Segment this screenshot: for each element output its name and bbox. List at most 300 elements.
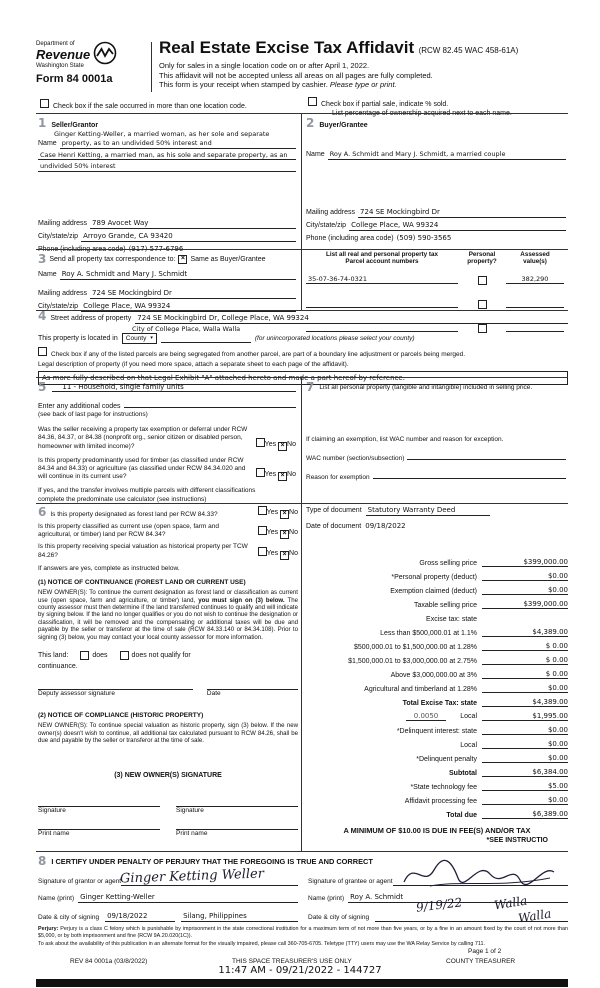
timber-no-mark: × xyxy=(280,472,285,480)
notice-continuance-p1: NEW OWNER(S): To continue the current designation as forest land or classification as current use (open space, farm and agriculture, or timber) land, xyxy=(38,589,298,604)
fee-label-delinquent-interest-state: *Delinquent interest: state xyxy=(396,728,477,735)
fee-row-total-due xyxy=(306,805,568,819)
seller-name-label: Name xyxy=(38,140,57,148)
additional-codes-field[interactable] xyxy=(124,399,297,408)
header-note-2: This affidavit will not be accepted unless all areas on all pages are fully completed. xyxy=(159,70,433,80)
located-in-label: This property is located in xyxy=(38,335,118,343)
fee-row-taxable xyxy=(306,595,568,609)
assessed-value-field-2[interactable] xyxy=(506,299,564,308)
new-owner-signature-row xyxy=(38,806,298,815)
header-note-1: Only for sales in a single location code on or after April 1, 2022. xyxy=(159,61,370,70)
correspondence-csz-label: City/state/zip xyxy=(38,303,79,310)
historic-no-mark: × xyxy=(282,550,287,558)
section-certification xyxy=(38,854,568,926)
new-owner-print-line-2[interactable] xyxy=(176,829,298,838)
parcel-number-field-1[interactable]: 35-07-36-74-0321 xyxy=(306,275,458,284)
new-owners-signature-heading: (3) NEW OWNER(S) SIGNATURE xyxy=(114,771,222,779)
seller-csz-field[interactable]: Arroyo Grande, CA 93420 xyxy=(81,232,296,242)
personal-property-spacer xyxy=(306,394,566,436)
grantee-handwritten-date: 9/19/22 xyxy=(415,895,463,915)
seller-phone-field[interactable]: (917) 577-6796 xyxy=(128,244,184,253)
correspondence-intro-row xyxy=(38,252,296,266)
timber-question-row xyxy=(38,457,296,482)
seller-mailing-label: Mailing address xyxy=(38,219,88,227)
header-note-3 xyxy=(159,80,569,90)
partial-sale-line xyxy=(308,97,568,109)
located-in-value: City of College Place, Walla Walla xyxy=(132,325,241,333)
accessibility-note: To ask about the availability of this publication in an alternate format for the visually impaired, please call 360-705-6705. Teletype (TTY) users may use the WA Relay Service by calling 711. xyxy=(38,941,485,948)
buyer-spacer-2 xyxy=(306,160,566,208)
cashier-stamp: 11:47 AM - 09/21/2022 - 144727 xyxy=(218,965,382,976)
same-as-buyer-mark: × xyxy=(180,254,185,262)
buyer-phone-field[interactable]: (509) 590-3565 xyxy=(396,234,452,242)
grantee-date-label: Date & city of signing xyxy=(308,913,370,921)
seller-spacer xyxy=(38,172,296,219)
buyer-mailing-label: Mailing address xyxy=(306,209,356,216)
historic-yes-checkbox[interactable] xyxy=(258,547,267,556)
fee-value-total-excise-state[interactable]: $4,389.00 xyxy=(482,698,568,707)
column-divider-top xyxy=(301,113,302,310)
rcw-reference: (RCW 82.45 WAC 458-61A) xyxy=(418,46,519,55)
exemption-yes-checkbox[interactable] xyxy=(256,438,265,447)
forest-land-question-row xyxy=(38,506,298,519)
fee-value-tier1[interactable]: $4,389.00 xyxy=(482,628,568,637)
grantee-handwritten-city-2: Walla xyxy=(517,906,553,926)
buyer-heading-row xyxy=(306,116,566,130)
doc-date-row xyxy=(306,522,568,531)
buyer-csz-field[interactable]: College Place, WA 99324 xyxy=(349,221,566,231)
fee-row-delinquent-interest-state xyxy=(306,721,568,735)
wac-number-field[interactable] xyxy=(407,451,566,460)
seller-name-field[interactable]: property, as to an undivided 50% interest and xyxy=(60,139,296,149)
exemption-no-checkbox[interactable] xyxy=(278,442,287,451)
notice-continuance-p2: The county assessor must then determine if the land transferred continues to qualify and will indicate by signing below. If the land no longer qualifies or you do not wish to continue the designation or classification, it will be removed and the compensating or additional taxes will be due and payable by the seller or transferor at the time of sale (RCW 84.33.140 or 84.34.108). Prior to signing (3) below, you may contact your local county assessor for more information. xyxy=(38,596,298,641)
land-use-code-field[interactable]: 11 - Household, single family units xyxy=(52,383,296,392)
fee-label-delinquent-interest-local: Local xyxy=(460,742,477,749)
does-not-label: does not qualify for xyxy=(131,652,191,660)
grantee-signature-block xyxy=(308,874,568,886)
fee-row-subtotal xyxy=(306,763,568,777)
grantor-print-block xyxy=(38,893,298,903)
deputy-assessor-row xyxy=(38,689,298,698)
seller-mailing-row xyxy=(38,219,296,229)
buyer-csz-label: City/state/zip xyxy=(306,222,347,229)
this-land-label: This land: xyxy=(38,652,69,660)
rule-above-section-4 xyxy=(36,310,568,311)
dept-of-text: Department of xyxy=(36,40,75,47)
certify-statement: I CERTIFY UNDER PENALTY OF PERJURY THAT THE FOREGOING IS TRUE AND CORRECT xyxy=(51,856,373,866)
wac-number-row xyxy=(306,451,566,463)
grantor-signature[interactable]: Ginger Ketting Weller xyxy=(119,866,265,887)
header-agency-block xyxy=(36,40,150,85)
fee-label-exemption: Exemption claimed (deduct) xyxy=(390,588,477,595)
historic-question-row xyxy=(38,543,298,559)
does-not-checkbox[interactable] xyxy=(120,651,129,660)
buyer-name-row xyxy=(306,150,566,160)
notice-continuance-bold: you must sign on (3) below. xyxy=(198,596,285,604)
fee-value-gross[interactable]: $399,000.00 xyxy=(482,558,568,567)
partial-sale-label: Check box if partial sale, indicate % sold. xyxy=(321,101,449,108)
fee-row-tier3 xyxy=(306,651,568,665)
section-buyer xyxy=(306,116,566,243)
correspondence-csz-field[interactable]: College Place, WA 99324 xyxy=(81,302,296,312)
local-rate-value: 0.0050 xyxy=(406,712,447,721)
same-as-buyer-checkbox[interactable] xyxy=(178,255,187,264)
fee-label-tier1: Less than $500,000.01 at 1.1% xyxy=(380,630,477,637)
fee-label-tier4: Above $3,000,000.00 at 3% xyxy=(390,672,477,679)
new-owner-signature-line-1[interactable] xyxy=(38,806,160,815)
personal-property-intro-row xyxy=(306,380,566,394)
deputy-date-label: Date xyxy=(206,690,221,698)
current-use-no-label: No xyxy=(289,529,298,537)
seller-csz-label: City/state/zip xyxy=(38,232,79,240)
correspondence-mailing-field[interactable]: 724 SE Mockingbird Dr xyxy=(90,289,296,299)
historic-yes-label: Yes xyxy=(266,549,279,557)
notice-continuance-text xyxy=(38,589,298,641)
fee-label-subtotal: Subtotal xyxy=(449,770,477,777)
additional-codes-note: (see back of last page for instructions) xyxy=(38,411,148,418)
grantee-signature-scribble[interactable] xyxy=(400,858,560,892)
forest-land-no-checkbox[interactable] xyxy=(280,510,289,519)
forest-land-no-label: No xyxy=(289,509,298,516)
form-number: Form 84 0001a xyxy=(36,72,113,85)
see-instructions-note: *SEE INSTRUCTIO xyxy=(486,837,548,844)
fee-value-total-due[interactable]: $6,389.00 xyxy=(482,810,568,819)
section-6-number: 6 xyxy=(38,504,47,519)
section-tax-correspondence xyxy=(38,252,296,312)
print-name-label-1: Print name xyxy=(38,829,70,837)
grantee-print-field[interactable]: Roy A. Schmidt xyxy=(348,893,568,903)
grantor-signature-label: Signature of grantor or agent xyxy=(38,877,122,885)
fee-value-processing[interactable]: $0.00 xyxy=(482,796,568,805)
grantor-print-field[interactable]: Ginger Ketting-Weller xyxy=(78,893,298,903)
exemption-question-row xyxy=(38,426,296,451)
fees-spacer xyxy=(306,531,568,553)
notice-continuance-heading: (1) NOTICE OF CONTINUANCE (FOREST LAND OR CURRENT USE) xyxy=(38,579,246,587)
predominate-use-note: If yes, and the transfer involves multiple parcels with different classifications complete the predominate use calculator (see instructions) xyxy=(38,487,256,503)
personal-property-header-line2: property? xyxy=(467,258,497,266)
section-document-and-fees xyxy=(306,506,568,844)
street-address-row xyxy=(38,309,568,324)
revenue-wordmark: Revenue xyxy=(36,47,91,63)
correspondence-name-row xyxy=(38,270,296,280)
exemption-reason-field[interactable] xyxy=(373,470,566,479)
fee-label-agricultural: Agricultural and timberland at 1.28% xyxy=(364,686,477,693)
forest-land-no-mark: × xyxy=(282,510,287,517)
land-use-code-row xyxy=(38,380,296,394)
fee-label-taxable: Taxable selling price xyxy=(413,602,477,609)
forest-land-yesno xyxy=(258,506,298,519)
rule-above-section-5 xyxy=(36,377,568,378)
doc-type-row xyxy=(306,506,568,516)
current-use-no-checkbox[interactable] xyxy=(280,530,289,539)
exemption-reason-row xyxy=(306,470,566,482)
section-personal-property xyxy=(306,380,566,483)
fee-label-personal-property: *Personal property (deduct) xyxy=(391,574,477,581)
buyer-mailing-field[interactable]: 724 SE Mockingbird Dr xyxy=(358,208,566,218)
seller-name-line-3[interactable]: Case Henri Ketting, a married man, as his sole and separate property, as an xyxy=(38,151,296,160)
timber-question: Is this property predominantly used for timber (as classified under RCW 84.34 and 84.33) or agriculture (as classified under RCW 84.34.020 and will continue in its current use? xyxy=(38,456,246,481)
perjury-notice xyxy=(38,926,568,948)
multi-location-label: Check box if the sale occurred in more than one location code. xyxy=(53,103,247,110)
fee-label-local-wrap xyxy=(306,712,482,721)
timber-no-label: No xyxy=(287,471,296,479)
multi-location-check-row xyxy=(40,99,296,111)
section-7-number: 7 xyxy=(306,380,315,394)
does-label: does xyxy=(92,652,108,660)
additional-codes-label: Enter any additional codes xyxy=(38,403,121,410)
fee-value-local[interactable]: $1,995.00 xyxy=(482,712,568,721)
deputy-date-line[interactable] xyxy=(207,689,298,698)
buyer-name-field[interactable]: Roy A. Schmidt and Mary J. Schmidt, a married couple xyxy=(328,150,566,160)
personal-property-checkbox-2[interactable] xyxy=(478,300,487,309)
fee-value-tier2[interactable]: $ 0.00 xyxy=(482,642,568,651)
signature-blocks-row xyxy=(38,866,568,887)
street-address-label: Street address of property xyxy=(50,315,132,322)
fee-row-exemption xyxy=(306,581,568,595)
fee-row-technology xyxy=(306,777,568,791)
assessed-value-field-1[interactable]: 382,290 xyxy=(506,275,564,284)
rule-above-section-6 xyxy=(36,503,568,504)
fee-row-gross xyxy=(306,553,568,567)
partial-sale-check-row xyxy=(308,97,568,118)
fee-row-processing xyxy=(306,791,568,805)
grantor-signature-block xyxy=(38,866,298,887)
fee-row-total-excise-state xyxy=(306,693,568,707)
rule-above-section-8 xyxy=(36,851,568,852)
fee-value-taxable[interactable]: $399,000.00 xyxy=(482,600,568,609)
forest-land-yes-checkbox[interactable] xyxy=(258,506,267,515)
if-yes-note: If answers are yes, complete as instructed below. xyxy=(38,564,180,572)
grantor-date-block xyxy=(38,912,298,922)
fee-row-tier2 xyxy=(306,637,568,651)
fee-value-agricultural[interactable]: $0.00 xyxy=(482,684,568,693)
multi-location-checkbox[interactable] xyxy=(40,99,49,108)
correspondence-spacer xyxy=(38,280,296,289)
perjury-bold: Perjury: xyxy=(38,926,59,932)
personal-property-checkbox-1[interactable] xyxy=(478,276,487,285)
new-owner-signature-line-2[interactable] xyxy=(176,806,298,815)
does-option xyxy=(80,651,107,660)
header-note-3-italic: Please type or print. xyxy=(329,80,397,90)
personal-property-cell-1 xyxy=(458,271,506,289)
exemption-no-mark: × xyxy=(280,441,285,449)
county-dropdown-value: County xyxy=(125,335,147,343)
grantee-signature-label: Signature of grantee or agent xyxy=(308,877,393,885)
seller-heading-row xyxy=(38,116,296,130)
timber-no-checkbox[interactable] xyxy=(278,472,287,481)
agency-text xyxy=(36,40,90,70)
perjury-text: Perjury is a class C felony which is punishable by imprisonment in the state correctional institution for a maximum term of not more than five years, or by a fine in an amount fixed by the court of not more than $5,000, or by both imprisonment and fine (RCW 9A.20.020(1C)). xyxy=(38,926,568,939)
fee-value-delinquent-interest-state[interactable]: $0.00 xyxy=(482,726,568,735)
fee-row-tier1 xyxy=(306,623,568,637)
grantor-date-field[interactable]: 09/18/2022 xyxy=(105,912,175,922)
buyer-mailing-row xyxy=(306,208,566,218)
deputy-assessor-signature-label: Deputy assessor signature xyxy=(38,690,115,698)
fee-row-delinquent-interest-local xyxy=(306,735,568,749)
county-field[interactable] xyxy=(161,334,251,343)
fee-value-technology[interactable]: $5.00 xyxy=(482,782,568,791)
grantee-print-label: Name (print) xyxy=(308,894,345,902)
historic-no-label: No xyxy=(289,549,298,557)
partial-sale-checkbox[interactable] xyxy=(308,97,317,106)
fee-value-delinquent-penalty[interactable]: $0.00 xyxy=(482,754,568,763)
perjury-paragraph xyxy=(38,926,568,939)
section-8-number: 8 xyxy=(38,854,47,868)
doc-date-label: Date of document xyxy=(306,523,362,530)
forest-land-question-text xyxy=(38,504,218,519)
forest-land-yes-label: Yes xyxy=(266,509,279,516)
personal-property-intro: List all personal property (tangible and intangible) included in selling price. xyxy=(319,384,533,391)
minimum-due-note: A MINIMUM OF $10.00 IS DUE IN FEE(S) AND/OR TAX xyxy=(343,826,531,835)
section-3-number: 3 xyxy=(38,252,47,266)
fee-row-local xyxy=(306,707,568,721)
fee-row-delinquent-penalty xyxy=(306,749,568,763)
doc-type-field[interactable]: Statutory Warranty Deed xyxy=(366,506,490,516)
timber-yes-label: Yes xyxy=(264,471,277,479)
fee-label-delinquent-penalty: *Delinquent penalty xyxy=(416,756,477,763)
fee-label-technology: *State technology fee xyxy=(410,784,477,791)
column-divider-bottom xyxy=(301,377,302,851)
signature-label-2: Signature xyxy=(176,806,204,814)
seller-name-line-4[interactable]: undivided 50% interest xyxy=(38,162,296,171)
parcel-number-field-2[interactable] xyxy=(306,299,458,308)
current-use-question-row xyxy=(38,523,298,539)
assessed-value-header-line1: Assessed xyxy=(520,251,550,258)
fee-value-exemption[interactable]: $0.00 xyxy=(482,586,568,595)
exemption-yes-label: Yes xyxy=(264,440,277,448)
section-4-number: 4 xyxy=(38,309,47,323)
timber-yesno xyxy=(256,468,296,481)
seller-heading: Seller/Grantor xyxy=(51,122,99,129)
this-land-row xyxy=(38,651,298,660)
forest-land-question: Is this property designated as forest land per RCW 84.33? xyxy=(50,510,218,518)
street-address-field[interactable]: 724 SE Mockingbird Dr, College Place, WA 99324 xyxy=(135,314,568,324)
grantor-city-field[interactable]: Silang, Philippines xyxy=(181,912,298,922)
correspondence-mailing-label: Mailing address xyxy=(38,290,88,297)
fee-label-total-due: Total due xyxy=(446,812,477,819)
fee-label-tier3: $1,500,000.01 to $3,000,000.00 at 2.75% xyxy=(348,658,477,665)
assessed-value-header-line2: value(s) xyxy=(523,258,547,266)
buyer-csz-row xyxy=(306,221,566,231)
buyer-name-label: Name xyxy=(306,151,325,158)
continuance-label: continuance. xyxy=(38,663,78,671)
section-land-designation xyxy=(38,506,298,838)
additional-codes-row xyxy=(38,399,296,411)
fee-label-total-excise-state: Total Excise Tax: state xyxy=(402,700,477,707)
exemption-no-label: No xyxy=(287,440,296,448)
fee-label-local: Local xyxy=(460,713,477,720)
seller-name-row xyxy=(38,139,296,149)
fee-value-tier3[interactable]: $ 0.00 xyxy=(482,656,568,665)
buyer-phone-row xyxy=(306,234,566,243)
does-not-option xyxy=(120,651,191,660)
buyer-heading: Buyer/Grantee xyxy=(319,122,368,129)
buyer-phone-label: Phone (including area code) xyxy=(306,235,394,242)
bottom-bar xyxy=(36,979,568,987)
current-use-yes-label: Yes xyxy=(266,529,279,537)
fee-row-agricultural xyxy=(306,679,568,693)
timber-yes-checkbox[interactable] xyxy=(256,468,265,477)
deputy-assessor-signature-line[interactable] xyxy=(38,689,193,698)
fee-value-delinquent-interest-local[interactable]: $0.00 xyxy=(482,740,568,749)
exemption-reason-label: Reason for exemption xyxy=(306,474,370,482)
historic-yesno xyxy=(258,547,298,560)
parcel-col-header xyxy=(306,251,458,266)
section-5-number: 5 xyxy=(38,380,47,394)
print-name-label-2: Print name xyxy=(176,829,208,837)
section-seller xyxy=(38,116,296,254)
section-1-number: 1 xyxy=(38,116,47,130)
seller-name-line-1: Ginger Ketting-Weller, a married woman, as her sole and separate xyxy=(54,130,270,138)
historic-no-checkbox[interactable] xyxy=(280,551,289,560)
located-in-note: (for unincorporated locations please select your county) xyxy=(254,334,415,342)
personal-property-col-header xyxy=(458,251,506,266)
current-use-no-mark: × xyxy=(282,530,287,538)
parcel-table-header xyxy=(306,251,566,266)
legal-description-label: Legal description of property (if you need more space, attach a separate sheet to each page of the affidavit). xyxy=(38,361,349,369)
rule-above-section-3 xyxy=(36,249,568,250)
page-indicator: Page 1 of 2 xyxy=(468,948,502,955)
header-title-block xyxy=(159,38,569,90)
current-use-question: Is this property classified as current use (open space, farm and agricultural, or timber) land per RCW 84.34? xyxy=(38,523,220,539)
fee-label-tier2: $500,000.01 to $1,500,000.00 at 1.28% xyxy=(354,644,477,651)
new-owner-print-row xyxy=(38,829,298,838)
does-checkbox[interactable] xyxy=(80,651,89,660)
agency-logo-row xyxy=(36,40,150,70)
current-use-yesno xyxy=(258,526,298,539)
new-owner-print-line-1[interactable] xyxy=(38,829,160,838)
exemption-question: Was the seller receiving a property tax exemption or deferral under RCW 84.36, 84.37, or 84.38 (nonprofit org., senior citizen or disabled person, homeowner with limited income)? xyxy=(38,426,248,450)
legal-description-field[interactable]: As more fully described on that Legal Exhibit "A" attached hereto and made a part hereof by reference. xyxy=(38,371,568,385)
same-as-buyer-label: Same as Buyer/Grantee xyxy=(190,255,266,263)
segregated-label: Check box if any of the listed parcels are being segregated from another parcel, are part of a boundary line adjustment or parcels being merged. xyxy=(51,351,466,359)
section-land-use xyxy=(38,380,296,504)
correspondence-name-field[interactable]: Roy A. Schmidt and Mary J. Schmidt xyxy=(60,270,296,280)
historic-question: Is this property receiving special valuation as historical property per TCW 84.26? xyxy=(38,543,248,559)
revenue-logo-icon xyxy=(93,41,117,65)
seller-mailing-field[interactable]: 789 Avocet Way xyxy=(90,219,296,229)
print-name-row xyxy=(38,893,568,903)
fee-row-tier4 xyxy=(306,665,568,679)
grantor-date-label: Date & city of signing xyxy=(38,913,100,921)
fee-value-personal-property[interactable]: $0.00 xyxy=(482,572,568,581)
exemption-note: If claiming an exemption, list WAC number and reason for exception. xyxy=(306,436,504,443)
fee-value-subtotal[interactable]: $6,384.00 xyxy=(482,768,568,777)
county-dropdown[interactable] xyxy=(122,333,157,344)
exemption-yesno xyxy=(256,438,296,451)
fee-label-gross: Gross selling price xyxy=(419,560,477,567)
doc-type-label: Type of document xyxy=(306,507,362,514)
wac-number-label: WAC number (section/subsection) xyxy=(306,455,405,463)
seller-phone-label: Phone (including area code) xyxy=(38,245,126,253)
notice-compliance-text: NEW OWNER(S): To continue special valuation as historic property, sign (3) below. If the new owner(s) doesn't wish to continue, all additional tax calculated pursuant to RCW 84.26, shall be due and payable by the seller or transferor at the time of sale. xyxy=(38,722,298,745)
current-use-yes-checkbox[interactable] xyxy=(258,526,267,535)
doc-date-field[interactable]: 09/18/2022 xyxy=(365,522,406,530)
segregated-row xyxy=(38,347,568,358)
segregated-checkbox[interactable] xyxy=(38,347,47,356)
treasurer-use-label: THIS SPACE TREASURER'S USE ONLY xyxy=(232,958,352,965)
chevron-down-icon: ▾ xyxy=(150,335,153,342)
fee-row-personal-property xyxy=(306,567,568,581)
section-2-number: 2 xyxy=(306,116,315,130)
correspondence-name-label: Name xyxy=(38,271,57,278)
assessed-value-col-header xyxy=(506,251,564,266)
fee-value-tier4[interactable]: $ 0.00 xyxy=(482,670,568,679)
header-note-3-text: This form is your receipt when stamped by cashier. xyxy=(159,80,328,90)
page-title: Real Estate Excise Tax Affidavit xyxy=(159,38,415,57)
parcel-col-header-line2: Parcel account numbers xyxy=(345,258,419,266)
